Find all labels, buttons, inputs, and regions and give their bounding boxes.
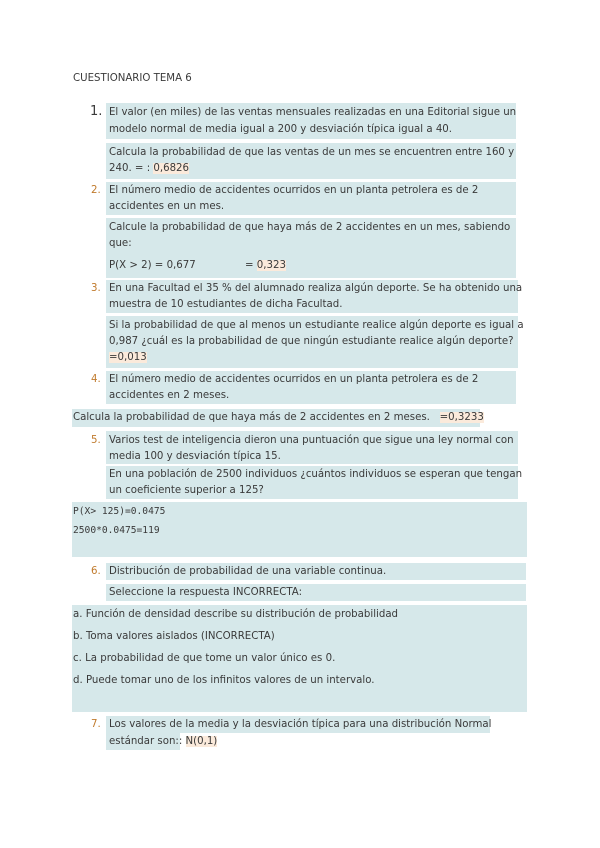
- q2-calc: P(X > 2) = 0,677: [109, 260, 196, 271]
- q2-answer: 0,323: [256, 260, 286, 271]
- q1-answer: 0,6826: [153, 163, 190, 174]
- q4-line2: accidentes en 2 meses.: [109, 390, 230, 401]
- q3-answer-line: [109, 350, 147, 366]
- q3-number: 3.: [91, 283, 101, 294]
- q1-line1: El valor (en miles) de las ventas mensuales realizadas en una Editorial sigue un: [109, 107, 517, 118]
- q6-option-a: a. Función de densidad describe su distribución de probabilidad: [73, 609, 399, 620]
- q5-sub2: un coeficiente superior a 125?: [109, 485, 264, 496]
- q2-line2: accidentes en un mes.: [109, 201, 225, 212]
- q6-option-b: b. Toma valores aislados (INCORRECTA): [73, 631, 275, 642]
- q4-sub: Calcula la probabilidad de que haya más de 2 accidentes en 2 meses. =0,3233: [73, 412, 484, 423]
- q4-line1: El número medio de accidentes ocurridos en un planta petrolera es de 2: [109, 374, 479, 385]
- q7-answer: N(0,1): [185, 736, 218, 747]
- q3-line1: En una Facultad el 35 % del alumnado realiza algún deporte. Se ha obtenido una: [109, 283, 523, 294]
- q2-sub1: Calcule la probabilidad de que haya más de 2 accidentes en un mes, sabiendo: [109, 222, 511, 233]
- q2-sub2: que:: [109, 238, 132, 249]
- q3-sub1: Si la probabilidad de que al menos un estudiante realice algún deporte es igual a: [109, 320, 524, 331]
- q6-line1: Distribución de probabilidad de una variable continua.: [109, 566, 387, 577]
- q6-option-d: d. Puede tomar uno de los infinitos valores de un intervalo.: [73, 675, 375, 686]
- q5-calc1: P(X> 125)=0.0475: [73, 506, 166, 517]
- q3-sub2: 0,987 ¿cuál es la probabilidad de que ningún estudiante realice algún deporte?: [109, 336, 514, 347]
- q1-line2: modelo normal de media igual a 200 y desviación típica igual a 40.: [109, 124, 453, 135]
- q5-line2: media 100 y desviación típica 15.: [109, 451, 281, 462]
- q3-line2: muestra de 10 estudiantes de dicha Facultad.: [109, 299, 343, 310]
- q7-line1: Los valores de la media y la desviación típica para una distribución Normal: [109, 719, 492, 730]
- q6-option-c: c. La probabilidad de que tome un valor único es 0.: [73, 653, 336, 664]
- q5-calc2: 2500*0.0475=119: [73, 525, 160, 536]
- q1-number: 1.: [90, 104, 103, 119]
- q2-result: = 0,323: [245, 260, 286, 271]
- q3-answer: =0,013: [109, 352, 147, 363]
- q1-sub2: 240. = : 0,6826: [109, 163, 190, 174]
- q5-sub1: En una población de 2500 individuos ¿cuántos individuos se esperan que tengan: [109, 469, 523, 480]
- q5-number: 5.: [91, 435, 101, 446]
- q4-number: 4.: [91, 374, 101, 385]
- q2-number: 2.: [91, 185, 101, 196]
- q6-sub: Seleccione la respuesta INCORRECTA:: [109, 587, 303, 598]
- page-title: CUESTIONARIO TEMA 6: [73, 73, 192, 84]
- q1-sub1: Calcula la probabilidad de que las ventas de un mes se encuentren entre 160 y: [109, 147, 515, 158]
- q7-line2: estándar son:: N(0,1): [109, 736, 218, 747]
- q7-number: 7.: [91, 719, 101, 730]
- q6-number: 6.: [91, 566, 101, 577]
- q2-line1: El número medio de accidentes ocurridos en un planta petrolera es de 2: [109, 185, 479, 196]
- q5-line1: Varios test de inteligencia dieron una puntuación que sigue una ley normal con: [109, 435, 514, 446]
- q4-answer: =0,3233: [439, 412, 484, 423]
